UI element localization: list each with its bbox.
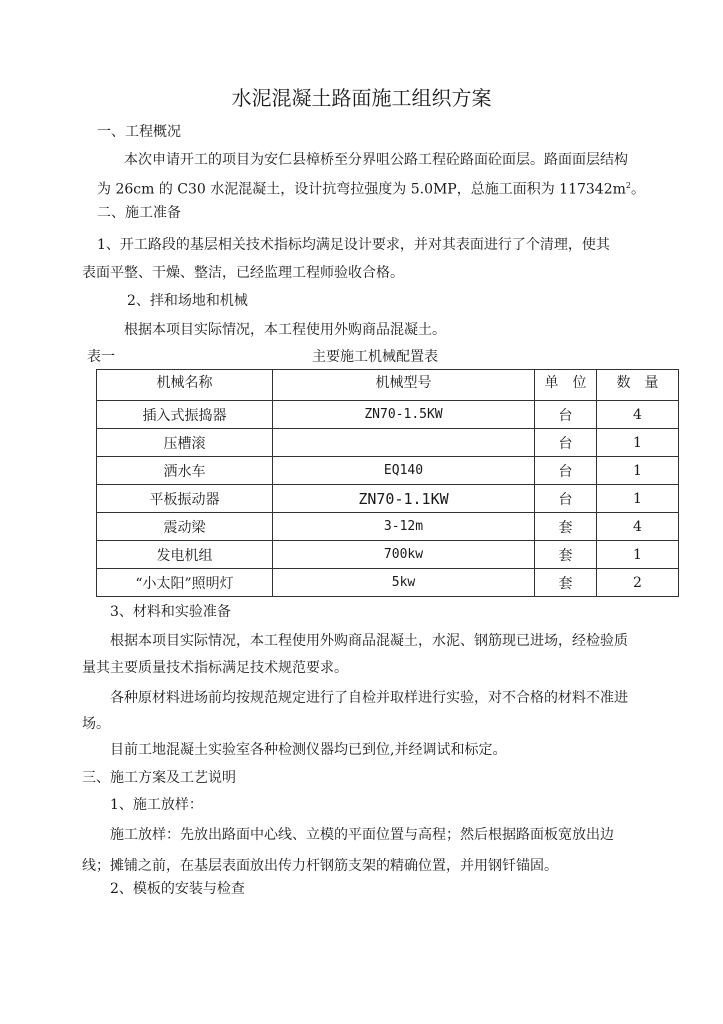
cell-qty: 4 bbox=[597, 513, 679, 541]
cell-unit: 套 bbox=[535, 569, 597, 597]
table-label: 表一 bbox=[87, 349, 115, 365]
cell-model: 3-12m bbox=[273, 513, 535, 541]
section-1-paragraph-line-1: 本次申请开工的项目为安仁县樟桥至分界咀公路工程砼路面砼面层。路面面层结构 bbox=[124, 152, 628, 168]
section-3-item-1-line-1: 施工放样：先放出路面中心线、立模的平面位置与高程；然后根据路面板宽放出边 bbox=[110, 827, 614, 843]
cell-name: 插入式振捣器 bbox=[97, 401, 273, 429]
section-2-item-2-heading: 2、拌和场地和机械 bbox=[127, 293, 248, 309]
cell-name: 平板振动器 bbox=[97, 485, 273, 513]
section-3-item-2-heading: 2、模板的安装与检查 bbox=[110, 881, 245, 897]
cell-unit: 台 bbox=[535, 429, 597, 457]
area-period: 。 bbox=[631, 181, 645, 198]
section-2-item-3-p2-line-2: 场。 bbox=[82, 716, 110, 732]
cell-qty: 1 bbox=[597, 457, 679, 485]
table-row bbox=[97, 513, 679, 541]
header-quantity: 数 量 bbox=[597, 370, 679, 401]
cell-qty: 1 bbox=[597, 485, 679, 513]
section-2-item-3-heading: 3、材料和实验准备 bbox=[110, 604, 231, 620]
cell-model: ZN70-1.1KW bbox=[273, 485, 535, 513]
cell-model: 5kw bbox=[273, 569, 535, 597]
cell-name: 洒水车 bbox=[97, 457, 273, 485]
cell-qty: 1 bbox=[597, 541, 679, 569]
table-row bbox=[97, 401, 679, 429]
table-row bbox=[97, 457, 679, 485]
area-text: 为 26cm 的 C30 水泥混凝土，设计抗弯拉强度为 5.0MP，总施工面积为 117342m bbox=[97, 181, 626, 198]
cell-name: 发电机组 bbox=[97, 541, 273, 569]
header-machine-name: 机械名称 bbox=[97, 370, 273, 401]
cell-name: 压槽滚 bbox=[97, 429, 273, 457]
section-3-item-1-line-2: 线；摊铺之前，在基层表面放出传力杆钢筋支架的精确位置，并用钢钎锚固。 bbox=[82, 858, 558, 874]
machinery-table bbox=[96, 369, 679, 597]
section-2-item-1-line-1: 1、开工路段的基层相关技术指标均满足设计要求，并对其表面进行了个清理，使其 bbox=[97, 237, 610, 253]
document-title: 水泥混凝土路面施工组织方案 bbox=[231, 86, 492, 110]
cell-qty: 2 bbox=[597, 569, 679, 597]
section-2-item-2-text: 根据本项目实际情况，本工程使用外购商品混凝土。 bbox=[124, 322, 446, 338]
cell-model: EQ140 bbox=[273, 457, 535, 485]
area-unit-superscript: 2 bbox=[625, 181, 631, 190]
table-header-row bbox=[97, 370, 679, 401]
cell-model: ZN70-1.5KW bbox=[273, 401, 535, 429]
header-machine-model: 机械型号 bbox=[273, 370, 535, 401]
section-2-item-1-line-2: 表面平整、干燥、整洁，已经监理工程师验收合格。 bbox=[82, 265, 404, 281]
section-1-heading: 一、工程概况 bbox=[97, 124, 181, 140]
cell-model bbox=[273, 429, 535, 457]
table-row bbox=[97, 485, 679, 513]
cell-name: 震动梁 bbox=[97, 513, 273, 541]
cell-unit: 套 bbox=[535, 541, 597, 569]
header-unit: 单 位 bbox=[535, 370, 597, 401]
cell-unit: 台 bbox=[535, 485, 597, 513]
cell-unit: 台 bbox=[535, 457, 597, 485]
cell-model: 700kw bbox=[273, 541, 535, 569]
table-row bbox=[97, 429, 679, 457]
cell-name: “小太阳”照明灯 bbox=[97, 569, 273, 597]
cell-unit: 套 bbox=[535, 513, 597, 541]
section-2-heading: 二、施工准备 bbox=[97, 205, 181, 221]
cell-unit: 台 bbox=[535, 401, 597, 429]
section-2-item-3-p3: 目前工地混凝土实验室各种检测仪器均已到位,并经调试和标定。 bbox=[110, 742, 507, 758]
section-2-item-3-p2-line-1: 各种原材料进场前均按规范规定进行了自检并取样进行实验，对不合格的材料不准进 bbox=[110, 690, 628, 706]
cell-qty: 1 bbox=[597, 429, 679, 457]
section-2-item-3-p1-line-2: 量其主要质量技术指标满足技术规范要求。 bbox=[82, 660, 348, 676]
section-3-heading: 三、施工方案及工艺说明 bbox=[82, 770, 236, 786]
table-caption: 主要施工机械配置表 bbox=[312, 349, 438, 365]
table-row bbox=[97, 569, 679, 597]
cell-qty: 4 bbox=[597, 401, 679, 429]
section-3-item-1-heading: 1、施工放样： bbox=[110, 797, 203, 813]
section-1-paragraph-line-2 bbox=[97, 177, 645, 199]
section-2-item-3-p1-line-1: 根据本项目实际情况，本工程使用外购商品混凝土，水泥、钢筋现已进场，经检验质 bbox=[110, 633, 628, 649]
table-row bbox=[97, 541, 679, 569]
